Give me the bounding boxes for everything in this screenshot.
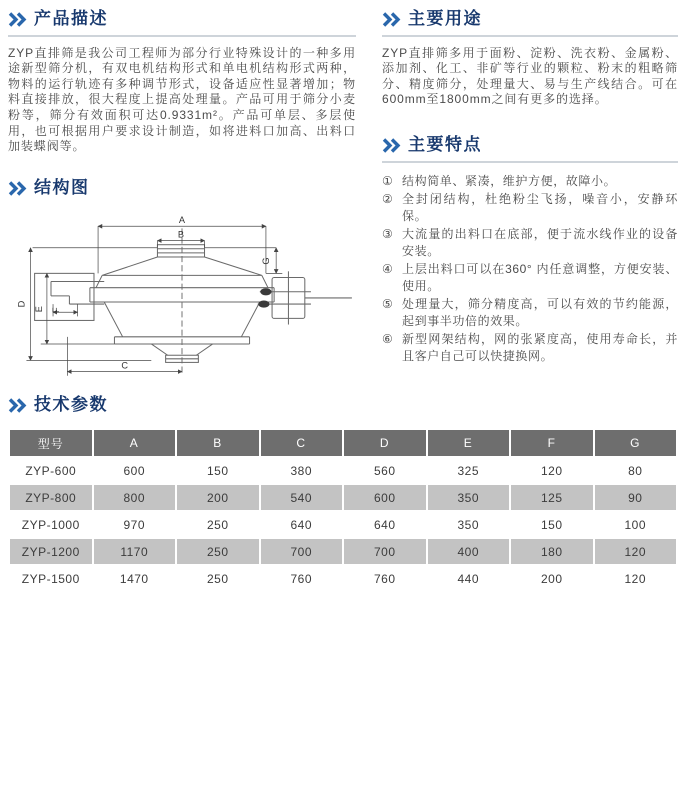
table-cell: 120 <box>595 539 677 564</box>
feature-item <box>382 226 678 259</box>
table-cell: 600 <box>94 458 176 483</box>
table-cell-model: ZYP-1500 <box>10 566 92 591</box>
feature-list <box>382 173 678 365</box>
machine-outline <box>35 244 352 362</box>
table-cell-model: ZYP-1000 <box>10 512 92 537</box>
structure-diagram-drawing <box>8 214 356 383</box>
table-cell: 440 <box>428 566 510 591</box>
section-product-description <box>8 8 356 155</box>
feature-text: 处理量大，筛分精度高，可以有效的节约能源，起到事半功倍的效果。 <box>402 297 678 328</box>
table-cell: 90 <box>595 485 677 510</box>
table-row <box>10 485 676 510</box>
feature-number: ⑥ <box>382 332 394 347</box>
feature-number: ③ <box>382 227 394 242</box>
section-heading <box>382 8 678 37</box>
table-cell: 120 <box>595 566 677 591</box>
table-row <box>10 458 676 483</box>
column-header: E <box>428 430 510 456</box>
double-chevron-icon <box>8 12 27 27</box>
tech-params-table <box>8 428 678 593</box>
table-cell: 380 <box>261 458 343 483</box>
section-title-technical-parameters: 技术参数 <box>34 395 108 415</box>
feature-number: ① <box>382 173 394 188</box>
section-heading <box>8 394 678 421</box>
section-title-main-features: 主要特点 <box>408 135 482 155</box>
section-heading <box>382 134 678 163</box>
table-cell: 200 <box>177 485 259 510</box>
column-header: B <box>177 430 259 456</box>
column-header: D <box>344 430 426 456</box>
column-header: A <box>94 430 176 456</box>
table-cell: 970 <box>94 512 176 537</box>
dim-label-c: C <box>121 360 129 371</box>
left-column <box>8 8 356 382</box>
dimension-lines <box>26 226 282 375</box>
dim-label-a: A <box>178 214 186 225</box>
table-cell: 1170 <box>94 539 176 564</box>
section-heading <box>8 177 356 204</box>
table-cell: 600 <box>344 485 426 510</box>
table-cell: 325 <box>428 458 510 483</box>
table-cell: 250 <box>177 566 259 591</box>
section-main-features <box>382 134 678 364</box>
feature-item <box>382 173 678 190</box>
table-cell: 640 <box>261 512 343 537</box>
table-cell: 250 <box>177 512 259 537</box>
section-structure-diagram <box>8 177 356 383</box>
section-title-product-description: 产品描述 <box>34 9 108 28</box>
section-technical-parameters <box>8 394 678 593</box>
double-chevron-icon <box>382 138 401 153</box>
column-header: 型号 <box>10 430 92 456</box>
main-uses-text: ZYP直排筛多用于面粉、淀粉、洗衣粉、金属粉、添加剂、化工、非矿等行业的颗粒、粉末的粗略筛分、精度筛分，处理量大、易与生产线结合。可在600mm至1800mm之间有更多的选择。 <box>382 45 678 107</box>
product-description-text: ZYP直排筛是我公司工程师为部分行业特殊设计的一种多用途新型筛分机，有双电机结构形式和单电机结构形式两种，物料的运行轨迹有多种调节形式，设备适应性显著增加；物料直接排放，很大程度上提高处理量。产品可用于筛分小麦粉等，筛分有效面积可达0.9331m²。产品可单层、多层使用，也可根据用户要求设计制造，如将进料口加高、出料口加装蝶阀等。 <box>8 45 356 154</box>
two-column-layout <box>8 8 678 382</box>
feature-text: 全封闭结构，杜绝粉尘飞扬，噪音小，安静环保。 <box>402 192 678 223</box>
double-chevron-icon <box>8 398 27 413</box>
feature-text: 新型网架结构，网的张紧度高，使用寿命长，并且客户自己可以快捷换网。 <box>402 332 678 363</box>
table-cell: 640 <box>344 512 426 537</box>
table-cell: 80 <box>595 458 677 483</box>
feature-text: 上层出料口可以在360° 内任意调整，方便安装、使用。 <box>402 262 678 293</box>
table-cell: 700 <box>261 539 343 564</box>
table-cell: 350 <box>428 485 510 510</box>
feature-text: 大流量的出料口在底部，便于流水线作业的设备安装。 <box>402 227 678 258</box>
table-cell-model: ZYP-800 <box>10 485 92 510</box>
table-cell: 540 <box>261 485 343 510</box>
dim-label-e: E <box>33 305 44 312</box>
table-header-row <box>10 430 676 456</box>
table-cell: 150 <box>511 512 593 537</box>
feature-item <box>382 191 678 224</box>
feature-item <box>382 296 678 329</box>
table-cell: 400 <box>428 539 510 564</box>
column-header: F <box>511 430 593 456</box>
table-cell: 125 <box>511 485 593 510</box>
feature-number: ④ <box>382 262 394 277</box>
table-cell: 150 <box>177 458 259 483</box>
double-chevron-icon <box>8 181 27 196</box>
dim-label-g: G <box>260 257 271 265</box>
table-row <box>10 512 676 537</box>
table-cell: 180 <box>511 539 593 564</box>
dim-label-b: B <box>177 229 185 240</box>
table-cell: 760 <box>261 566 343 591</box>
table-cell-model: ZYP-600 <box>10 458 92 483</box>
table-row <box>10 566 676 591</box>
section-heading <box>8 8 356 37</box>
outlet-clamps <box>258 288 271 307</box>
table-cell-model: ZYP-1200 <box>10 539 92 564</box>
feature-item <box>382 261 678 294</box>
column-header: C <box>261 430 343 456</box>
table-cell: 700 <box>344 539 426 564</box>
table-cell: 120 <box>511 458 593 483</box>
column-header: G <box>595 430 677 456</box>
right-column <box>382 8 678 366</box>
table-row <box>10 539 676 564</box>
section-title-structure-diagram: 结构图 <box>34 177 90 197</box>
table-cell: 250 <box>177 539 259 564</box>
dim-label-f: F <box>51 306 62 313</box>
feature-number: ② <box>382 192 394 207</box>
feature-item <box>382 331 678 364</box>
section-main-uses <box>382 8 678 108</box>
table-cell: 1470 <box>94 566 176 591</box>
dim-label-d: D <box>16 300 27 307</box>
table-cell: 350 <box>428 512 510 537</box>
table-cell: 760 <box>344 566 426 591</box>
table-cell: 200 <box>511 566 593 591</box>
table-cell: 560 <box>344 458 426 483</box>
table-cell: 800 <box>94 485 176 510</box>
feature-text: 结构简单、紧凑，维护方便，故障小。 <box>402 173 617 188</box>
table-cell: 100 <box>595 512 677 537</box>
feature-number: ⑤ <box>382 297 394 312</box>
section-title-main-uses: 主要用途 <box>408 9 482 28</box>
double-chevron-icon <box>382 12 401 27</box>
